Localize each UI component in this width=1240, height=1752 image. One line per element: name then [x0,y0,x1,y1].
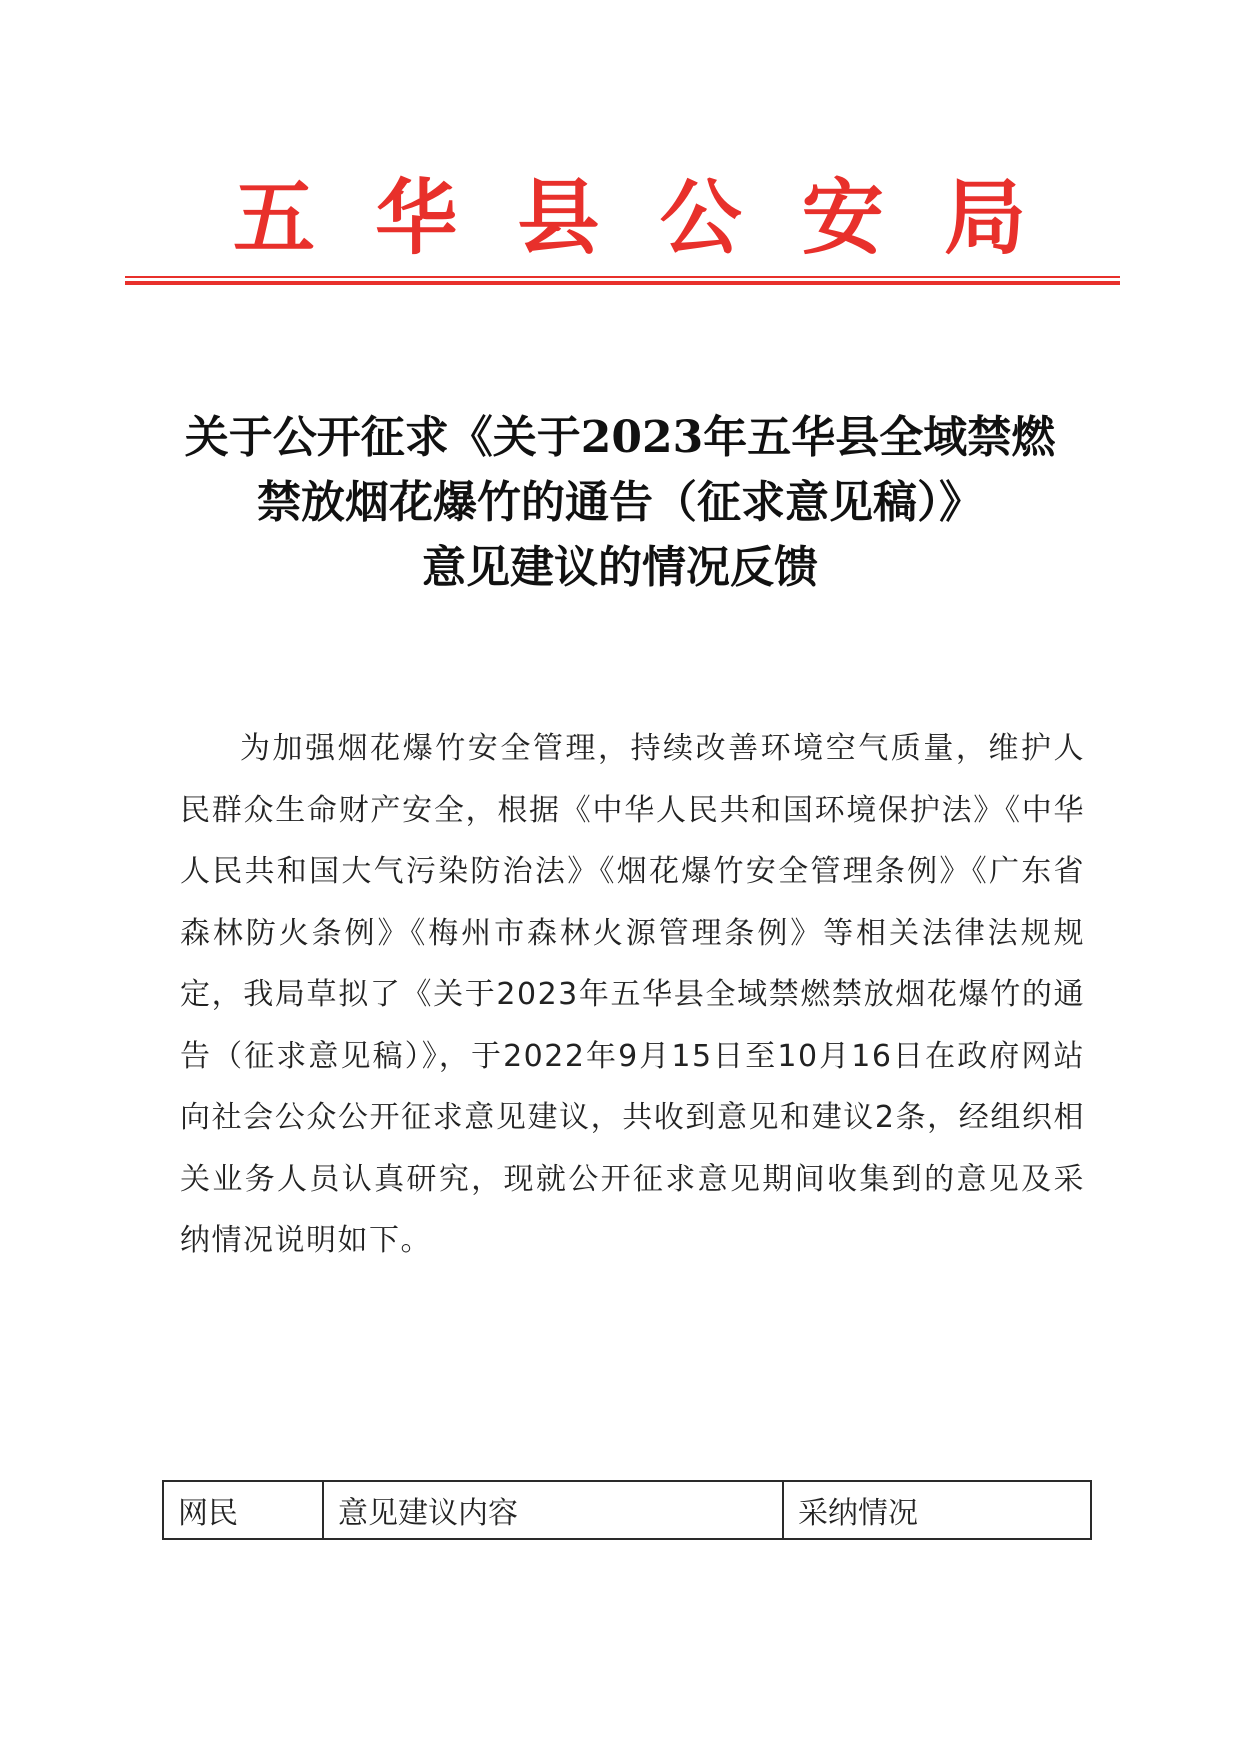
title-line: 意见建议的情况反馈 [422,542,818,593]
letterhead-divider-thick [125,281,1120,285]
body-paragraph: 为加强烟花爆竹安全管理，持续改善环境空气质量，维护人民群众生命财产安全，根据《中华人民共和国环境保护法》《中华人民共和国大气污染防治法》《烟花爆竹安全管理条例》《广东省森林防火条例》《梅州市森林火源管理条例》等相关法律法规规定，我局草拟了《关于2023年五华县全域禁燃禁放烟花爆竹的通告（征求意见稿）》，于2022年9月15日至10月16日在政府网站向社会公众公开征求意见建议，共收到意见和建议2条，经组织相关业务人员认真研究，现就公开征求意见期间收集到的意见及采纳情况说明如下。 [180,731,1085,1258]
table-header-adoption: 采纳情况 [798,1496,918,1531]
feedback-table [162,1480,1092,1540]
title-line: 关于公开征求《关于2023年五华县全域禁燃 [184,412,1056,463]
letterhead-divider-thin [125,276,1120,278]
letterhead-char: 公 [659,170,742,266]
table-header-content: 意见建议内容 [324,1482,784,1538]
letterhead-char: 安 [801,170,884,266]
letterhead-char: 局 [943,170,1026,266]
letterhead [125,168,1120,268]
document-title [150,405,1090,600]
letterhead-char: 五 [233,170,316,266]
letterhead-char: 华 [375,170,458,266]
letterhead-char: 县 [517,170,600,266]
table-header-netizen: 网民 [164,1482,324,1538]
title-line: 禁放烟花爆竹的通告（征求意见稿）》 [257,477,983,528]
